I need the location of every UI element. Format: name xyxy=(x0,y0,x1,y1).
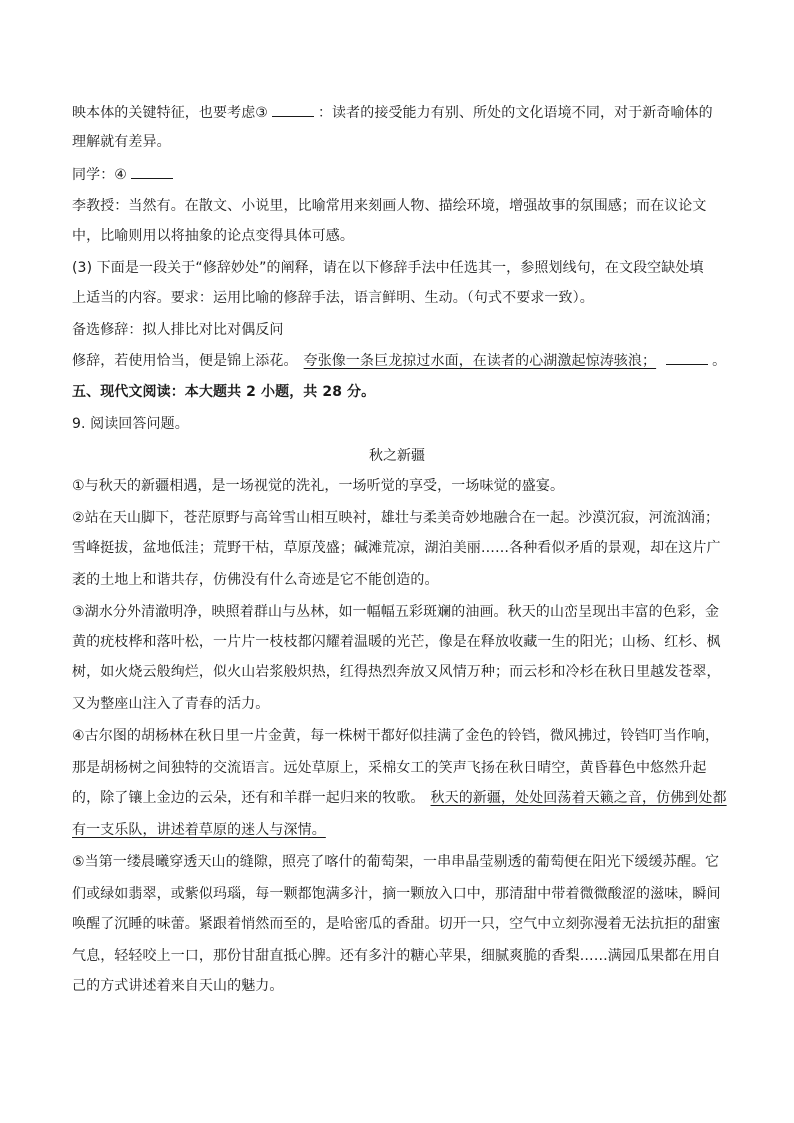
line-2: 理解就有差异。 xyxy=(72,134,171,150)
paragraph-4-line-3 xyxy=(72,788,727,808)
text: ：读者的接受能力有别、所处的文化语境不同，对于新奇喻体的 xyxy=(317,105,713,121)
question-9: 9. 阅读回答问题。 xyxy=(72,416,189,432)
underlined-sentence: 秋天的新疆，处处回荡着天籁之音，仿佛到处都 xyxy=(430,790,727,806)
paragraph-3-line-3: 树，如火烧云般绚烂，似火山岩浆般炽热，红得热烈奔放又风情万种；而云杉和冷杉在秋日里越发苍翠， xyxy=(72,664,721,680)
underlined-example: 夸张像一条巨龙掠过水面，在读者的心湖激起惊涛骇浪； xyxy=(303,353,657,369)
paragraph-5-line-4: 气息，轻轻咬上一口，那份甘甜直抵心脾。还有多汁的糖心苹果，细腻爽脆的香梨……满园瓜果都在用自 xyxy=(72,948,721,964)
answer-blank-3[interactable] xyxy=(272,102,314,117)
text: 同学：④ xyxy=(72,167,127,183)
paragraph-4-line-1: ④古尔图的胡杨林在秋日里一片金黄，每一株树干都好似挂满了金色的铃铛，微风拂过，铃铛叮当作响， xyxy=(72,728,720,744)
paragraph-5-line-3: 唤醒了沉睡的味蕾。紧跟着悄然而至的，是哈密瓜的香甜。切开一只，空气中立刻弥漫着无法抗拒的甜蜜 xyxy=(72,916,721,932)
text: 映本体的关键特征，也要考虑③ xyxy=(72,105,268,121)
paragraph-3-line-4: 又为整座山注入了青春的活力。 xyxy=(72,696,270,712)
paragraph-3-line-2: 黄的疣枝桦和落叶松，一片片一枝枝都闪耀着温暖的光芒，像是在释放收藏一生的阳光；山杨、红杉、枫 xyxy=(72,634,721,650)
paragraph-5-line-2: 们或绿如翡翠，或紫似玛瑙，每一颗都饱满多汁，摘一颗放入口中，那清甜中带着微微酸涩的滋味，瞬间 xyxy=(72,886,721,902)
paragraph-4-line-2: 那是胡杨树之间独特的交流语言。远处草原上，采棉女工的笑声飞扬在秋日晴空，黄昏暮色中悠然升起 xyxy=(72,760,707,776)
line-4: 李教授：当然有。在散文、小说里，比喻常用来刻画人物、描绘环境，增强故事的氛围感；而在议论文 xyxy=(72,198,707,214)
paragraph-1: ①与秋天的新疆相遇，是一场视觉的洗礼，一场听觉的享受，一场味觉的盛宴。 xyxy=(72,478,565,494)
paragraph-2-line-3: 袤的土地上和谐共存，仿佛没有什么奇迹是它不能创造的。 xyxy=(72,572,439,588)
paragraph-3-line-1: ③湖水分外清澈明净，映照着群山与丛林，如一幅幅五彩斑斓的油画。秋天的山峦呈现出丰富的色彩，金 xyxy=(72,604,720,620)
question-3-requirement: 上适当的内容。要求：运用比喻的修辞手法，语言鲜明、生动。（句式不要求一致）。 xyxy=(72,290,594,306)
section-heading: 五、现代文阅读：本大题共 2 小题，共 28 分。 xyxy=(72,384,376,400)
paragraph-2-line-1: ②站在天山脚下，苍茫原野与高耸雪山相互映衬，雄壮与柔美奇妙地融合在一起。沙漠沉寂，河流汹涌； xyxy=(72,510,720,526)
paragraph-5-line-5: 己的方式讲述着来自天山的魅力。 xyxy=(72,978,284,994)
line-3 xyxy=(72,164,722,185)
text: 的，除了镶上金边的云朵，还有和羊群一起归来的牧歌。 xyxy=(72,790,425,806)
rhetoric-options: 备选修辞：拟人排比对比对偶反问 xyxy=(72,322,284,338)
paragraph-5-line-1: ⑤当第一缕晨曦穿透天山的缝隙，照亮了喀什的葡萄架，一串串晶莹剔透的葡萄便在阳光下缓缓苏醒。它 xyxy=(72,854,720,870)
question-3-prompt: (3) 下面是一段关于“修辞妙处”的阐释，请在以下修辞手法中任选其一，参照划线句，在文段空缺处填 xyxy=(72,260,704,276)
line-1 xyxy=(72,102,722,123)
answer-blank-4[interactable] xyxy=(131,164,173,179)
article-title: 秋之新疆 xyxy=(369,448,425,464)
line-5: 中，比喻则用以将抽象的论点变得具体可感。 xyxy=(72,228,354,244)
paragraph-4-line-4 xyxy=(72,820,722,840)
underlined-sentence-end: 有一支乐队，讲述着草原的迷人与深情。 xyxy=(72,822,326,838)
line-rhetoric-sentence xyxy=(72,350,727,371)
paragraph-2-line-2: 雪峰挺拔，盆地低洼；荒野干枯，草原茂盛；碱滩荒凉，湖泊美丽……各种看似矛盾的景观，却在这片广 xyxy=(72,540,721,556)
answer-blank-rhetoric[interactable] xyxy=(666,350,708,365)
text: 。 xyxy=(712,353,727,369)
text: 修辞，若使用恰当，便是锦上添花。 xyxy=(72,353,298,369)
